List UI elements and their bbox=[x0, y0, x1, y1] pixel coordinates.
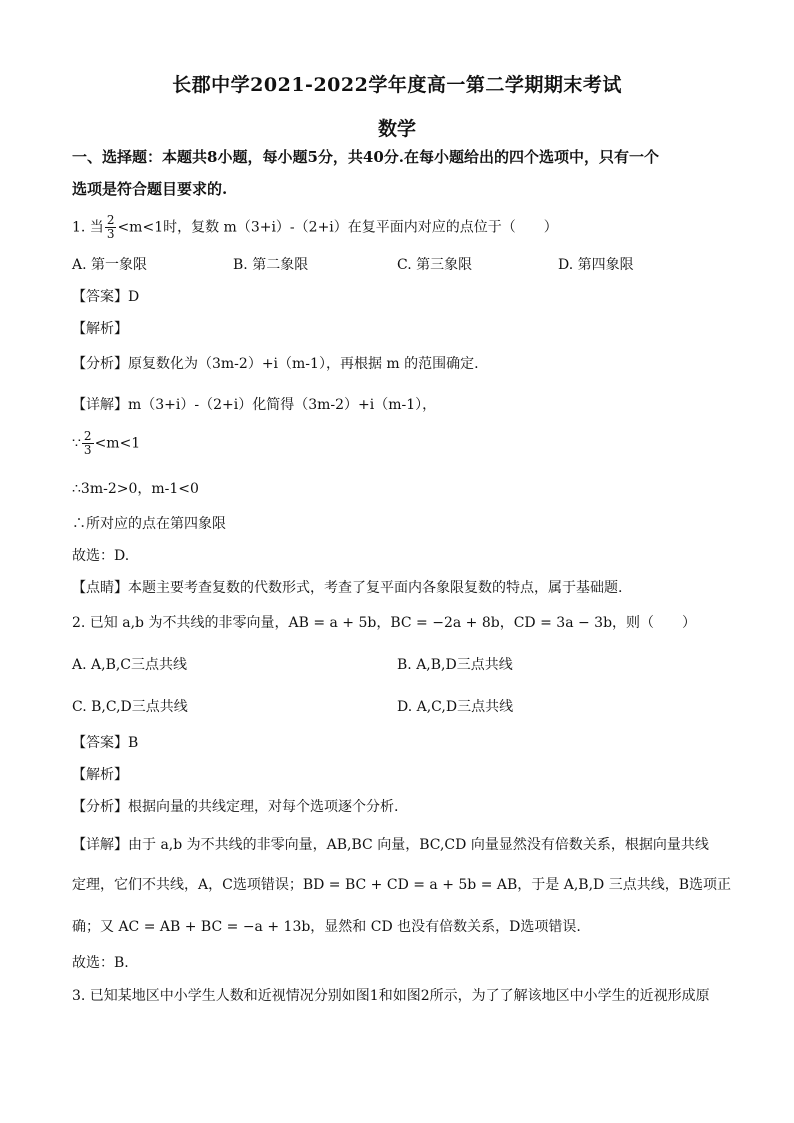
q2-option-c: C. B,C,D三点共线 bbox=[72, 699, 188, 715]
q1-therefore1: ∴3m-2>0，m-1<0 bbox=[72, 481, 199, 497]
section-heading-line2: 选项是符合题目要求的. bbox=[72, 180, 228, 198]
q1-option-a: A. 第一象限 bbox=[72, 257, 148, 273]
exam-title: 长郡中学2021-2022学年度高一第二学期期末考试 bbox=[172, 74, 622, 96]
q2-fenxi: 【分析】根据向量的共线定理，对每个选项逐个分析. bbox=[72, 799, 399, 815]
q1-xiangjie: 【详解】m（3+i）-（2+i）化简得（3m-2）+i（m-1）， bbox=[72, 397, 437, 413]
q1-stem-rest: <m<1时，复数 m（3+i）-（2+i）在复平面内对应的点位于（ ） bbox=[117, 219, 558, 236]
q1-because-line bbox=[72, 430, 140, 457]
q1-therefore2: ∴所对应的点在第四象限 bbox=[72, 516, 226, 532]
q1-frac-den: 3 bbox=[106, 227, 115, 241]
q1-because-rest: <m<1 bbox=[94, 435, 141, 452]
q1-frac-num: 2 bbox=[106, 213, 115, 227]
q1-prefix: 1. 当 bbox=[72, 219, 104, 236]
q1-because-frac-num: 2 bbox=[83, 429, 92, 443]
q1-fraction bbox=[105, 214, 117, 241]
q2-stem: 2. 已知 a,b 为不共线的非零向量，AB = a + 5b，BC = −2a + 8b，CD = 3a − 3b，则（ ） bbox=[72, 615, 697, 631]
q1-stem bbox=[72, 214, 558, 241]
q2-analysis-label: 【解析】 bbox=[72, 767, 128, 783]
q1-option-b: B. 第二象限 bbox=[233, 257, 309, 273]
q1-choose: 故选：D. bbox=[72, 548, 130, 564]
q2-xiangjie-line1: 【详解】由于 a,b 为不共线的非零向量，AB,BC 向量，BC,CD 向量显然没有倍数关系，根据向量共线 bbox=[72, 837, 709, 853]
q1-because-fraction bbox=[82, 430, 94, 457]
q1-dianjing: 【点睛】本题主要考查复数的代数形式，考查了复平面内各象限复数的特点，属于基础题. bbox=[72, 580, 623, 596]
q2-answer: 【答案】B bbox=[72, 735, 139, 751]
q2-xiangjie-line3: 确；又 AC = AB + BC = −a + 13b，显然和 CD 也没有倍数关系，D选项错误. bbox=[72, 919, 581, 935]
section-heading-line1: 一、选择题：本题共8小题，每小题5分，共40分.在每小题给出的四个选项中，只有一个 bbox=[72, 148, 659, 166]
q1-fenxi: 【分析】原复数化为（3m-2）+i（m-1），再根据 m 的范围确定. bbox=[72, 356, 479, 372]
q2-option-b: B. A,B,D三点共线 bbox=[397, 657, 513, 673]
q2-choose: 故选：B. bbox=[72, 955, 129, 971]
q2-xiangjie-line2: 定理，它们不共线，A，C选项错误；BD = BC + CD = a + 5b = AB，于是 A,B,D 三点共线，B选项正 bbox=[72, 877, 732, 893]
q1-analysis-label: 【解析】 bbox=[72, 321, 128, 337]
q2-option-d: D. A,C,D三点共线 bbox=[397, 699, 514, 715]
q2-option-a: A. A,B,C三点共线 bbox=[72, 657, 188, 673]
because-symbol: ∵ bbox=[72, 435, 81, 452]
subject-title: 数学 bbox=[377, 118, 416, 140]
q1-answer: 【答案】D bbox=[72, 289, 140, 305]
q1-option-d: D. 第四象限 bbox=[558, 257, 634, 273]
q1-option-c: C. 第三象限 bbox=[397, 257, 473, 273]
q3-stem: 3. 已知某地区中小学生人数和近视情况分别如图1和如图2所示，为了了解该地区中小学生的近视形成原 bbox=[72, 988, 710, 1004]
q1-because-frac-den: 3 bbox=[83, 443, 92, 457]
